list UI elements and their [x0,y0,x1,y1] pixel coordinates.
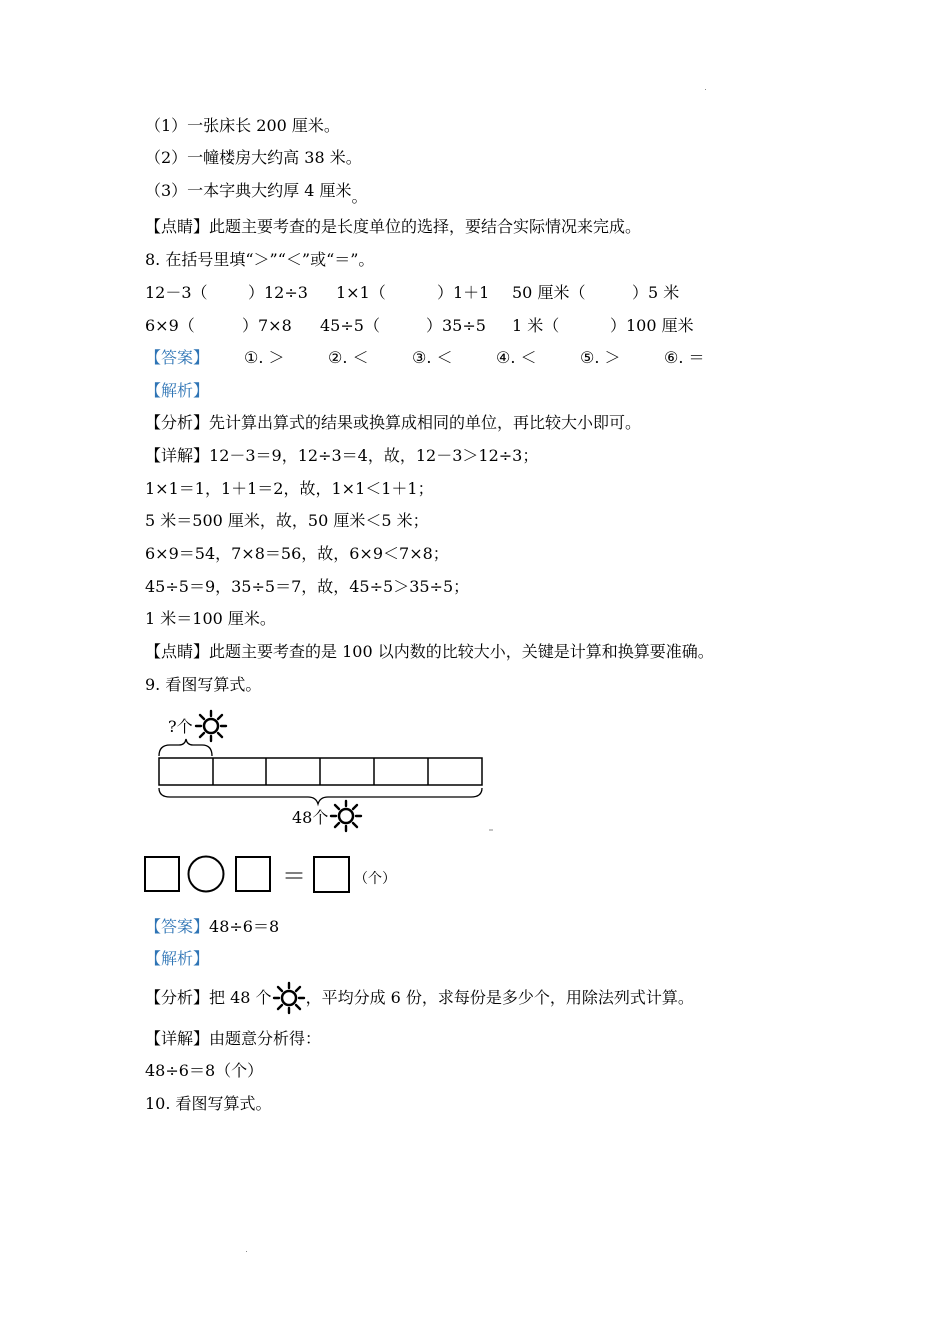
q8-row1-item1-right: ）12÷3 [248,283,308,302]
q9-analysis-tag: 【解析】 [145,949,210,968]
sun-icon [272,988,306,1008]
q8-row2-item2-left: 45÷5（ [320,316,380,335]
q9-answer-box-3 [314,857,349,892]
q8-xiangjie-tag: 【详解】 [145,446,210,465]
q8-note-text: 此题主要考查的是 100 以内数的比较大小，关键是计算和换算要准确。 [209,642,714,661]
q9-bottom-brace [159,788,482,804]
q8-xiangjie-line-6: 1 米＝100 厘米。 [145,609,276,628]
q8-row2-item1-left: 6×9（ [145,316,195,335]
q8-row1-item2-left: 1×1（ [336,283,386,302]
q8-row1-item3-left: 50 厘米（ [512,283,586,302]
q8-row2-item3-left: 1 米（ [512,316,560,335]
q9-fenxi [145,988,694,1008]
q9-equals-sign: ＝ [282,862,306,890]
q8-answer-3: ③. ＜ [412,348,453,367]
q8-answer-4: ④. ＜ [496,348,537,367]
q9-top-brace [159,739,212,756]
q9-answer [145,917,279,937]
q9-bottom-label: 48个 [292,808,329,827]
q7-line-3-mark: 。 [351,187,368,206]
q7-line-1: （1）一张床长 200 厘米。 [145,116,340,135]
q8-answer-1: ①. ＞ [244,348,285,367]
q8-fenxi-tag: 【分析】 [145,413,210,432]
q9-answer-box-1 [145,857,179,891]
q10-title: 10. 看图写算式。 [145,1094,272,1113]
q9-xiangjie [145,1029,321,1049]
q9-unit-label: （个） [354,871,396,887]
q9-top-label: ?个 [168,717,193,736]
sun-icon [331,801,361,831]
q8-xiangjie-line-2: 1×1＝1，1＋1＝2，故，1×1＜1＋1； [145,479,434,498]
q9-answer-box-2 [236,857,270,891]
q8-answer-6: ⑥. ＝ [664,348,705,367]
q7-line-2: （2）一幢楼房大约高 38 米。 [145,148,362,167]
q8-xiangjie-line-3: 5 米＝500 厘米，故，50 厘米＜5 米； [145,511,429,530]
q8-answer-2: ②. ＜ [328,348,369,367]
q8-row2-item1-right: ）7×8 [242,316,292,335]
q8-xiangjie-first: 12－3＝9，12÷3＝4，故，12－3＞12÷3； [209,446,539,465]
q8-note-tag: 【点睛】 [145,642,210,661]
q9-fenxi-before: 把 48 个 [209,988,272,1007]
q8-row1-item1-left: 12－3（ [145,283,208,302]
q9-answer-text: 48÷6＝8 [209,917,280,936]
q8-row2-item2-right: ）35÷5 [426,316,486,335]
q9-fenxi-tag: 【分析】 [145,988,210,1007]
q8-xiangjie-line-4: 6×9＝54，7×8＝56，故，6×9＜7×8； [145,544,449,563]
q8-analysis-tag: 【解析】 [145,381,210,400]
sun-icon [196,711,226,741]
q9-fenxi-after: ，平均分成 6 份，求每份是多少个，用除法列式计算。 [305,988,694,1007]
q8-fenxi-text: 先计算出算式的结果或换算成相同的单位，再比较大小即可。 [209,413,642,432]
q7-note-text: 此题主要考查的是长度单位的选择，要结合实际情况来完成。 [209,217,642,236]
q8-row1-item3-right: ）5 米 [632,283,680,302]
q8-answer-tag: 【答案】 [145,348,210,367]
q7-line-3-text: （3）一本字典大约厚 4 厘米 [145,181,352,200]
q9-answer-circle [189,857,224,892]
q9-xiangjie-tag: 【详解】 [145,1029,210,1048]
q9-answer-tag: 【答案】 [145,917,210,936]
q7-note-tag: 【点睛】 [145,217,210,236]
q9-xiangjie-text: 由题意分析得： [209,1029,322,1048]
q8-title: 8. 在括号里填“＞”“＜”或“＝”。 [145,250,375,269]
q9-title: 9. 看图写算式。 [145,675,262,694]
q9-result: 48÷6＝8（个） [145,1061,264,1080]
q8-row2-item3-right: ）100 厘米 [610,316,694,335]
q8-xiangjie-line-5: 45÷5＝9，35÷5＝7，故，45÷5＞35÷5； [145,577,470,596]
q8-answer-5: ⑤. ＞ [580,348,621,367]
q8-row1-item2-right: ）1＋1 [437,283,490,302]
